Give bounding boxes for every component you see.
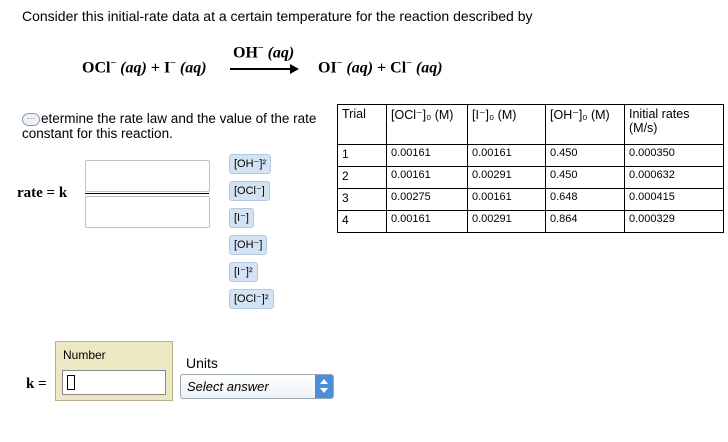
table-row	[338, 145, 724, 167]
cell-oh: 0.864	[546, 211, 625, 233]
cell-i: 0.00161	[468, 189, 546, 211]
cell-rate: 0.000415	[625, 189, 724, 211]
reaction-arrow-icon	[230, 68, 296, 70]
reaction-products	[318, 58, 443, 77]
chevron-down-icon	[320, 388, 328, 393]
cell-oh: 0.450	[546, 167, 625, 189]
product-oi-charge: −	[336, 58, 343, 69]
rate-data-table	[337, 104, 724, 233]
tile-i-squared[interactable]: [I⁻]²	[229, 262, 258, 282]
reaction-reactants	[82, 58, 207, 77]
table-row	[338, 189, 724, 211]
header-ocl: [OCl⁻]₀ (M)	[387, 105, 468, 145]
units-select-value: Select answer	[187, 379, 269, 394]
catalyst-oh-charge: −	[257, 43, 264, 54]
cell-i: 0.00161	[468, 145, 546, 167]
k-label: k =	[26, 376, 47, 392]
number-input[interactable]	[62, 370, 166, 395]
header-rate: Initial rates (M/s)	[625, 105, 724, 145]
reactant-ocl: OCl	[82, 59, 111, 77]
instruction-text	[22, 111, 322, 141]
tile-i[interactable]: [I⁻]	[229, 208, 254, 228]
reaction-catalyst	[233, 43, 294, 62]
chevron-up-icon	[320, 379, 328, 384]
text-cursor-icon	[67, 375, 75, 390]
cell-trial: 2	[338, 167, 387, 189]
tile-oh[interactable]: [OH⁻]	[229, 235, 267, 255]
table-row	[338, 211, 724, 233]
fraction-bar	[85, 193, 209, 194]
product-oi-state: (aq)	[346, 59, 374, 77]
header-i: [I⁻]₀ (M)	[468, 105, 546, 145]
plus-sign: +	[150, 59, 160, 77]
cell-rate: 0.000632	[625, 167, 724, 189]
cell-trial: 3	[338, 189, 387, 211]
cell-ocl: 0.00161	[387, 167, 468, 189]
cell-ocl: 0.00275	[387, 189, 468, 211]
cell-rate: 0.000329	[625, 211, 724, 233]
question-intro: Consider this initial-rate data at a certain temperature for the reaction described by	[22, 8, 533, 24]
product-cl: Cl	[390, 59, 407, 77]
cell-ocl: 0.00161	[387, 211, 468, 233]
rate-numerator-dropzone[interactable]	[85, 160, 210, 192]
reactant-i-charge: −	[170, 58, 176, 69]
cell-i: 0.00291	[468, 211, 546, 233]
tile-ocl[interactable]: [OCl⁻]	[229, 181, 270, 201]
product-oi: OI	[318, 59, 337, 77]
rate-denominator-dropzone[interactable]	[85, 196, 210, 228]
reaction-arrowhead-icon	[290, 64, 299, 74]
cell-oh: 0.648	[546, 189, 625, 211]
cell-oh: 0.450	[546, 145, 625, 167]
number-label: Number	[63, 348, 106, 362]
select-arrows-icon[interactable]	[315, 375, 333, 398]
reactant-ocl-charge: −	[110, 58, 117, 69]
product-cl-charge: −	[406, 58, 412, 69]
reactant-ocl-state: (aq)	[120, 59, 147, 77]
header-oh: [OH⁻]₀ (M)	[546, 105, 625, 145]
cell-trial: 4	[338, 211, 387, 233]
rate-law-label: rate = k	[17, 185, 68, 201]
instruction-rest: etermine the rate law and the value of the rate constant for this reaction.	[22, 111, 317, 141]
header-trial: Trial	[338, 105, 387, 145]
table-header-row	[338, 105, 724, 145]
number-answer-panel	[55, 341, 173, 401]
reactant-i-state: (aq)	[179, 59, 207, 77]
units-select[interactable]	[180, 374, 334, 399]
reactant-i: I	[163, 59, 171, 77]
cell-i: 0.00291	[468, 167, 546, 189]
catalyst-oh-state: (aq)	[267, 44, 295, 62]
table-row	[338, 167, 724, 189]
cell-ocl: 0.00161	[387, 145, 468, 167]
cell-rate: 0.000350	[625, 145, 724, 167]
product-cl-state: (aq)	[415, 59, 443, 77]
units-label: Units	[186, 355, 218, 371]
plus-sign-2: +	[377, 59, 387, 77]
speech-bubble-icon[interactable]: ···	[22, 113, 40, 126]
cell-trial: 1	[338, 145, 387, 167]
tile-ocl-squared[interactable]: [OCl⁻]²	[229, 289, 274, 309]
catalyst-oh: OH	[233, 44, 258, 62]
tile-oh-squared[interactable]: [OH⁻]²	[229, 154, 271, 174]
